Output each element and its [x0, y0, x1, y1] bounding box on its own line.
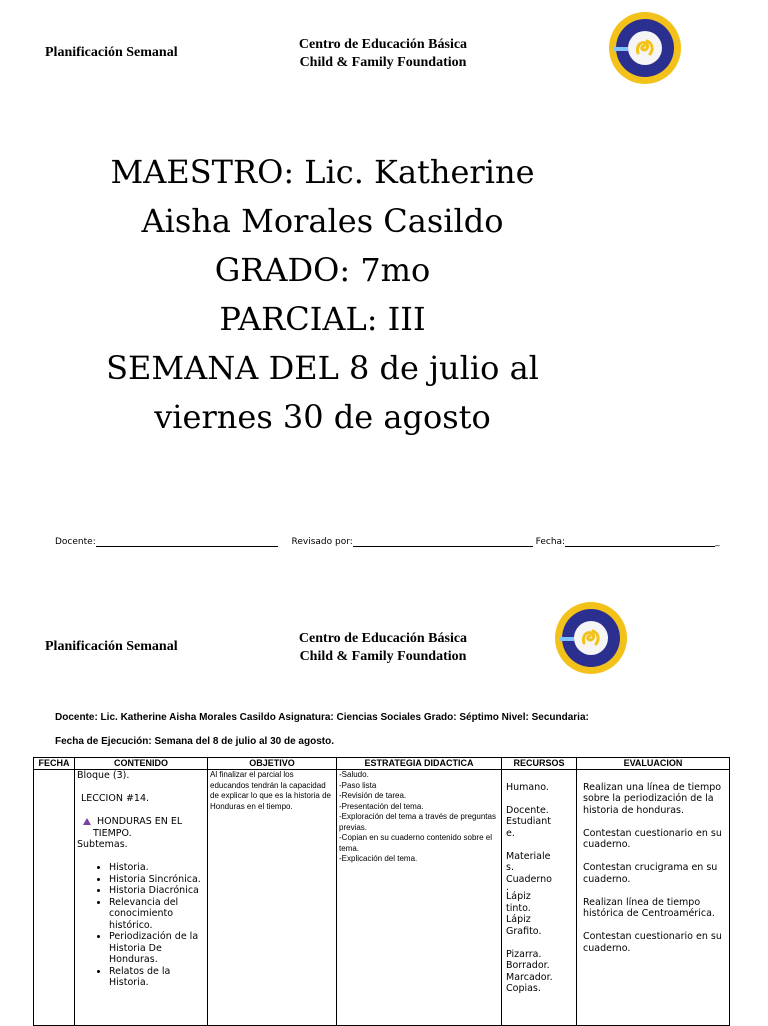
fecha-line[interactable]: [565, 538, 715, 547]
cell-recursos: [502, 770, 577, 1026]
foundation-name: Child & Family Foundation: [299, 55, 467, 70]
col-header-objetivo: OBJETIVO: [208, 758, 337, 770]
cover-line: GRADO: 7mo: [214, 251, 431, 289]
col-header-evaluacion: EVALUACION: [577, 758, 730, 770]
list-item: • Historia Sincrónica.: [109, 874, 205, 886]
school-name-2: Centro de Educación Básica: [298, 631, 468, 646]
triangle-bullet-icon: [83, 818, 91, 825]
fecha-label: Fecha:: [535, 537, 566, 547]
recurso-estudiante-b: e.: [506, 827, 515, 839]
signature-row: [55, 537, 720, 547]
cover-line: Aisha Morales Casildo: [141, 202, 504, 240]
cell-evaluacion: [577, 770, 730, 1026]
logo-figure-icon: [578, 625, 604, 651]
evaluacion-item: Contestan cuestionario en su cuaderno.: [583, 827, 722, 850]
estrategia-item: -Presentación del tema.: [339, 801, 424, 811]
col-header-estrategia: ESTRATEGIA DIDACTICA: [337, 758, 502, 770]
header-title-left: Planificación Semanal: [45, 45, 178, 60]
revisado-label: Revisado por:: [291, 537, 353, 547]
tema-item: [77, 816, 205, 839]
recurso-lapiz-grafito-a: Lápiz: [506, 914, 531, 925]
list-item: • Relatos de la Historia.: [109, 966, 205, 989]
school-logo: [609, 12, 681, 84]
evaluacion-item: Contestan crucigrama en su cuaderno.: [583, 862, 718, 885]
leccion-text: LECCION #14.: [81, 793, 150, 804]
estrategia-item: -Saludo.: [339, 770, 369, 779]
revisado-line[interactable]: [353, 538, 533, 547]
recurso-humano: Humano.: [506, 781, 549, 793]
header-title-left-2: Planificación Semanal: [45, 639, 178, 654]
docente-line[interactable]: [96, 538, 278, 547]
cell-objetivo: [208, 770, 337, 1026]
recurso-cuaderno: Cuaderno: [506, 873, 552, 885]
col-header-fecha: FECHA: [34, 758, 75, 770]
recurso-materiales-a: Materiale: [506, 850, 551, 862]
estrategia-item: -Explicación del tema.: [339, 854, 418, 863]
cover-line: viernes 30 de agosto: [154, 398, 491, 436]
recurso-lapiz-grafito-b: Grafito.: [506, 925, 542, 937]
tema-text: HONDURAS EN EL TIEMPO.: [93, 816, 183, 839]
estrategia-item: -Copian en su cuaderno contenido sobre el tema.: [339, 833, 492, 853]
cover-line: SEMANA DEL 8 de julio al: [106, 349, 539, 387]
evaluacion-item: Contestan cuestionario en su cuaderno.: [583, 931, 722, 954]
col-header-recursos: RECURSOS: [502, 758, 577, 770]
header-center: [283, 36, 483, 72]
school-name: Centro de Educación Básica: [298, 37, 468, 52]
recurso-docente: Docente.: [506, 804, 549, 816]
school-logo-2: [555, 602, 627, 674]
docente-label: Docente:: [55, 537, 96, 547]
cell-fecha: [34, 770, 75, 1026]
recurso-pizarra: Pizarra.: [506, 948, 542, 960]
cover-line: PARCIAL: III: [219, 300, 426, 338]
teacher-subject-info: Docente: Lic. Katherine Aisha Morales Casildo Asignatura: Ciencias Sociales Grado: Séptimo Nivel: Secundaria:: [55, 712, 589, 723]
estrategia-item: -Paso lista: [339, 780, 377, 790]
estrategia-item: -Revisión de tarea.: [339, 791, 407, 800]
recurso-borrador: Borrador.: [506, 960, 550, 971]
fecha-end-mark: _: [715, 537, 720, 547]
cover-line: MAESTRO: Lic. Katherine: [110, 153, 535, 191]
header-center-2: [283, 630, 483, 666]
cell-estrategia: [337, 770, 502, 1026]
recurso-marcador: Marcador.: [506, 971, 553, 983]
foundation-name-2: Child & Family Foundation: [299, 649, 467, 664]
recurso-copias: Copias.: [506, 983, 541, 994]
evaluacion-item: Realizan una línea de tiempo sobre la periodización de la historia de honduras.: [583, 781, 722, 816]
list-item: • Historia.: [109, 862, 205, 874]
recurso-dot: .: [506, 882, 510, 893]
bloque-text: Bloque (3).: [77, 770, 130, 781]
table-row: [34, 770, 730, 1026]
recurso-lapiz-tinto-b: tinto.: [506, 902, 531, 914]
recurso-estudiante-a: Estudiant: [506, 816, 551, 827]
table-header-row: [34, 758, 730, 770]
cover-title: [40, 148, 605, 442]
execution-date-info: Fecha de Ejecución: Semana del 8 de julio al 30 de agosto.: [55, 736, 334, 747]
objetivo-text: Al finalizar el parcial los educandos tendrán la capacidad de explicar lo que es la historia de Honduras en el tiempo.: [210, 770, 331, 811]
list-item: • Periodización de la Historia De Honduras.: [109, 931, 205, 966]
cell-contenido: [75, 770, 208, 1026]
logo-figure-icon: [632, 35, 658, 61]
subtemas-label: Subtemas.: [77, 839, 128, 850]
list-item: • Relevancia del conocimiento histórico.: [109, 897, 205, 932]
recurso-materiales-b: s.: [506, 862, 514, 873]
subtemas-list: [77, 862, 205, 989]
col-header-contenido: CONTENIDO: [75, 758, 208, 770]
evaluacion-item: Realizan línea de tiempo histórica de Centroamérica.: [583, 896, 715, 919]
list-item: • Historia Diacrónica: [109, 885, 205, 897]
planning-table: [33, 757, 730, 1026]
recurso-lapiz-tinto-a: Lápiz: [506, 891, 531, 902]
estrategia-item: -Exploración del tema a través de preguntas previas.: [339, 812, 496, 832]
